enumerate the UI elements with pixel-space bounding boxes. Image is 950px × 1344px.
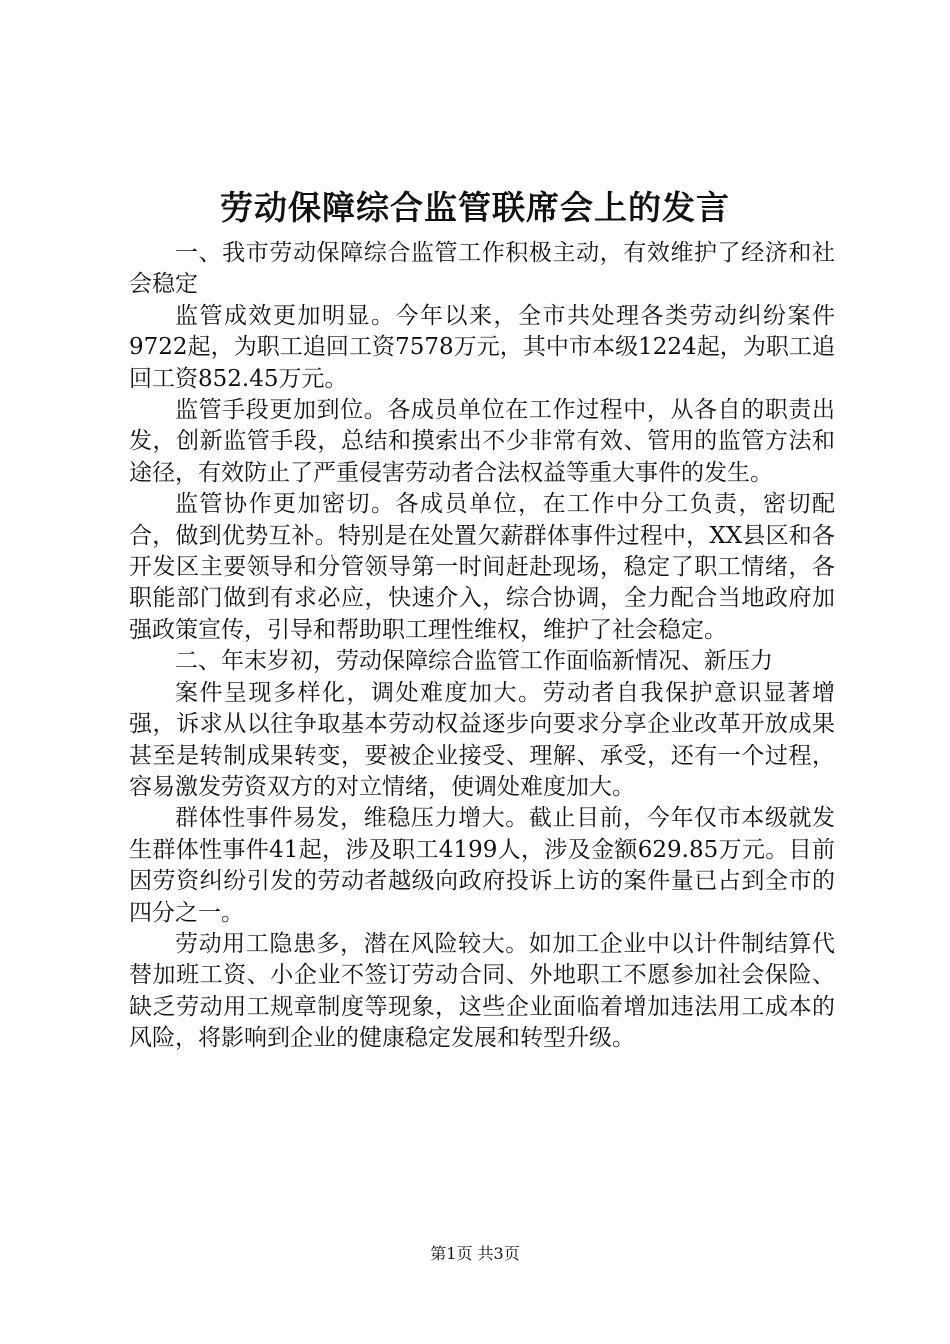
document-body — [129, 238, 835, 1055]
paragraph-case-diversity: 案件呈现多样化，调处难度加大。劳动者自我保护意识显著增强，诉求从以往争取基本劳动权益逐步向要求分享企业改革开放成果甚至是转制成果转变，要被企业接受、理解、承受，还有一个过程，容易激发劳资双方的对立情绪，使调处难度加大。 — [129, 679, 835, 800]
document-title: 劳动保障综合监管联席会上的发言 — [220, 188, 730, 227]
paragraph-cooperation: 监管协作更加密切。各成员单位，在工作中分工负责，密切配合，做到优势互补。特别是在处置欠薪群体事件过程中，XX县区和各开发区主要领导和分管领导第一时间赶赴现场，稳定了职工情绪，各职能部门做到有求必应，快速介入，综合协调，全力配合当地政府加强政策宣传，引导和帮助职工理性维权，维护了社会稳定。 — [129, 491, 835, 643]
paragraph-methods: 监管手段更加到位。各成员单位在工作过程中，从各自的职责出发，创新监管手段，总结和摸索出不少非常有效、管用的监管方法和途径，有效防止了严重侵害劳动者合法权益等重大事件的发生。 — [129, 397, 835, 486]
paragraph-group-incidents: 群体性事件易发，维稳压力增大。截止目前，今年仅市本级就发生群体性事件41起，涉及职工4199人，涉及金额629.85万元。目前因劳资纠纷引发的劳动者越级向政府投诉上访的案件量已占到全市的四分之一。 — [129, 805, 835, 926]
section-heading-1: 一、我市劳动保障综合监管工作积极主动，有效维护了经济和社会稳定 — [129, 240, 835, 298]
paragraph-effectiveness: 监管成效更加明显。今年以来，全市共处理各类劳动纠纷案件9722起，为职工追回工资7578万元，其中市本级1224起，为职工追回工资852.45万元。 — [129, 302, 835, 392]
page-number-footer: 第1页 共3页 — [430, 1244, 520, 1263]
paragraph-employment-risks: 劳动用工隐患多，潜在风险较大。如加工企业中以计件制结算代替加班工资、小企业不签订劳动合同、外地职工不愿参加社会保险、缺乏劳动用工规章制度等现象，这些企业面临着增加违法用工成本的风险，将影响到企业的健康稳定发展和转型升级。 — [129, 930, 835, 1052]
section-heading-2: 二、年末岁初，劳动保障综合监管工作面临新情况、新压力 — [175, 648, 773, 675]
